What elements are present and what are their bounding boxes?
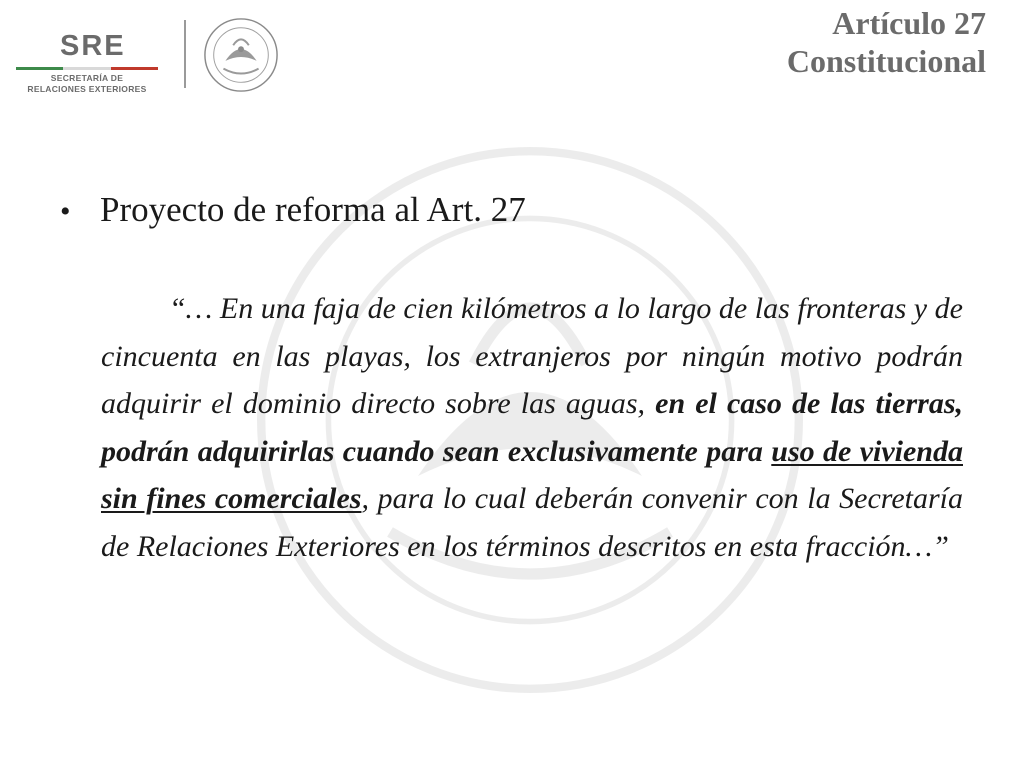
bullet-text: Proyecto de reforma al Art. 27: [100, 190, 526, 229]
quote-bold-text: en el caso de las tierras, podrán adquirirlas cuando sean exclusivamente para: [101, 387, 963, 468]
coat-of-arms-seal-icon: [202, 16, 280, 94]
quote-text-part-2: , para lo cual deberán convenir con la Secretaría de Relaciones Exteriores en los términos descritos en esta fracción…”: [101, 482, 963, 563]
slide-title: [787, 4, 986, 80]
logo-line-1: SECRETARÍA DE: [50, 73, 124, 83]
title-line-2: Constitucional: [786, 43, 986, 79]
quote-paragraph: [101, 285, 963, 570]
flag-color-rule: [16, 67, 158, 70]
title-line-1: Artículo 27: [832, 5, 986, 41]
logo-abbreviation: SRE: [60, 30, 126, 62]
logo-line-2: RELACIONES EXTERIORES: [27, 84, 147, 94]
sre-logo: [16, 16, 296, 96]
bullet-item: [60, 190, 526, 230]
logo-divider: [184, 20, 186, 88]
bullet-icon: •: [60, 195, 71, 228]
quote-text-part-1: “… En una faja de cien kilómetros a lo largo de las fronteras y de cincuenta en las playas, los extranjeros por ningún motivo podrán adquirir el dominio directo sobre las aguas,: [101, 292, 963, 420]
quote-bold-underlined-text: uso de vivienda sin fines comerciales: [101, 434, 963, 515]
